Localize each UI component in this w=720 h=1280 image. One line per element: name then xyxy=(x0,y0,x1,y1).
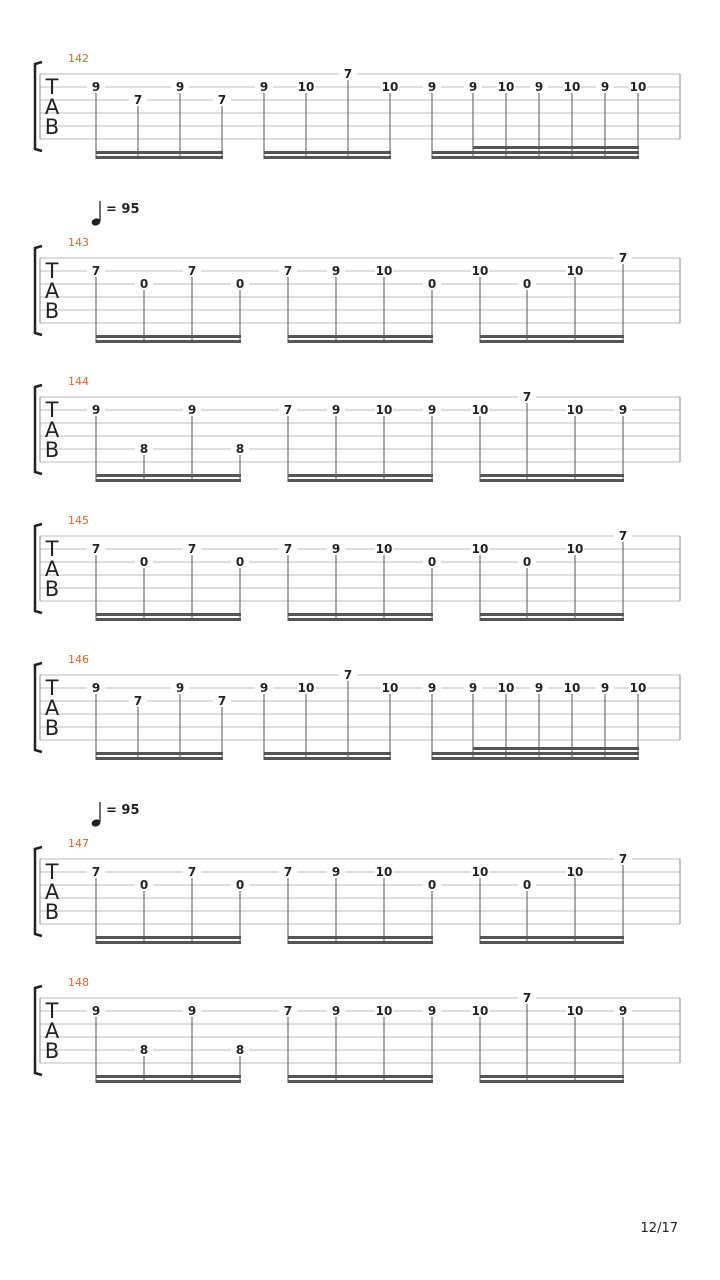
tab-system xyxy=(35,52,680,159)
tab-clef-letter: B xyxy=(44,438,60,462)
fret-number: 0 xyxy=(235,878,245,892)
fret-number: 9 xyxy=(175,681,185,695)
fret-number: 9 xyxy=(427,403,437,417)
beam xyxy=(473,747,639,750)
fret-number: 8 xyxy=(139,442,149,456)
fret-number: 7 xyxy=(283,1004,293,1018)
fret-number: 10 xyxy=(375,403,393,417)
tab-clef-letter: B xyxy=(44,299,60,323)
beam xyxy=(288,1080,433,1083)
beam xyxy=(96,474,241,477)
tab-clef-letter: A xyxy=(44,1019,60,1043)
fret-number: 10 xyxy=(497,80,515,94)
fret-number: 9 xyxy=(175,80,185,94)
measure-number: 143 xyxy=(68,236,89,249)
fret-number: 7 xyxy=(618,529,628,543)
beam xyxy=(288,941,433,944)
tab-clef-letter: T xyxy=(45,75,59,99)
fret-number: 10 xyxy=(566,1004,584,1018)
tab-clef-letter: A xyxy=(44,95,60,119)
beam xyxy=(480,941,624,944)
fret-number: 7 xyxy=(187,865,197,879)
measure-number: 142 xyxy=(68,52,89,65)
fret-number: 0 xyxy=(522,277,532,291)
fret-number: 10 xyxy=(297,80,315,94)
fret-number: 0 xyxy=(427,277,437,291)
measure-number: 148 xyxy=(68,976,89,989)
beam xyxy=(473,146,639,149)
tab-clef-letter: A xyxy=(44,880,60,904)
fret-number: 7 xyxy=(618,852,628,866)
beam xyxy=(288,613,433,616)
fret-number: 10 xyxy=(375,865,393,879)
fret-number: 9 xyxy=(534,80,544,94)
beam xyxy=(96,1080,241,1083)
tab-clef-letter: B xyxy=(44,115,60,139)
fret-number: 7 xyxy=(187,542,197,556)
fret-number: 7 xyxy=(283,264,293,278)
fret-number: 9 xyxy=(331,403,341,417)
fret-number: 10 xyxy=(471,403,489,417)
beam xyxy=(96,757,223,760)
beam xyxy=(264,757,391,760)
beam xyxy=(96,618,241,621)
fret-number: 7 xyxy=(91,865,101,879)
fret-number: 9 xyxy=(534,681,544,695)
tempo-marking xyxy=(91,201,140,227)
tab-clef-letter: A xyxy=(44,279,60,303)
tab-system xyxy=(35,653,680,760)
tab-clef-letter: T xyxy=(45,259,59,283)
fret-number: 10 xyxy=(471,865,489,879)
fret-number: 9 xyxy=(468,80,478,94)
tab-system xyxy=(35,802,680,944)
tab-clef-letter: A xyxy=(44,557,60,581)
beam xyxy=(264,151,391,154)
fret-number: 7 xyxy=(283,403,293,417)
fret-number: 7 xyxy=(91,264,101,278)
fret-number: 7 xyxy=(618,251,628,265)
beam xyxy=(480,936,624,939)
fret-number: 10 xyxy=(566,542,584,556)
page-number: 12/17 xyxy=(640,1221,678,1236)
fret-number: 0 xyxy=(139,878,149,892)
fret-number: 8 xyxy=(139,1043,149,1057)
tab-clef-letter: T xyxy=(45,398,59,422)
fret-number: 0 xyxy=(235,277,245,291)
beam xyxy=(288,340,433,343)
fret-number: 9 xyxy=(91,681,101,695)
fret-number: 7 xyxy=(133,93,143,107)
measure-number: 146 xyxy=(68,653,89,666)
beam xyxy=(288,936,433,939)
system-bracket xyxy=(35,986,42,1075)
beam xyxy=(480,479,624,482)
beam xyxy=(480,1080,624,1083)
fret-number: 10 xyxy=(375,542,393,556)
system-bracket xyxy=(35,663,42,752)
system-bracket xyxy=(35,62,42,151)
fret-number: 0 xyxy=(427,555,437,569)
beam xyxy=(480,613,624,616)
fret-number: 9 xyxy=(618,1004,628,1018)
tab-system xyxy=(35,514,680,621)
beam xyxy=(288,1075,433,1078)
fret-number: 7 xyxy=(217,694,227,708)
beam xyxy=(432,156,639,159)
fret-number: 7 xyxy=(133,694,143,708)
beam xyxy=(96,151,223,154)
fret-number: 10 xyxy=(629,681,647,695)
tab-clef-letter: T xyxy=(45,999,59,1023)
beam xyxy=(96,156,223,159)
beam xyxy=(96,479,241,482)
fret-number: 10 xyxy=(381,681,399,695)
fret-number: 9 xyxy=(187,403,197,417)
beam xyxy=(264,156,391,159)
tab-clef-letter: B xyxy=(44,1039,60,1063)
fret-number: 0 xyxy=(522,878,532,892)
beam xyxy=(96,340,241,343)
measure-number: 144 xyxy=(68,375,89,388)
fret-number: 10 xyxy=(566,264,584,278)
fret-number: 9 xyxy=(427,80,437,94)
tab-clef-letter: T xyxy=(45,537,59,561)
fret-number: 9 xyxy=(427,681,437,695)
beam xyxy=(480,474,624,477)
tab-clef-letter: T xyxy=(45,676,59,700)
fret-number: 10 xyxy=(566,865,584,879)
fret-number: 7 xyxy=(217,93,227,107)
tempo-value: = 95 xyxy=(106,803,140,818)
beam xyxy=(480,335,624,338)
beam xyxy=(288,335,433,338)
beam xyxy=(96,936,241,939)
measure-number: 145 xyxy=(68,514,89,527)
beam xyxy=(288,474,433,477)
fret-number: 0 xyxy=(139,555,149,569)
fret-number: 10 xyxy=(629,80,647,94)
fret-number: 7 xyxy=(91,542,101,556)
beam xyxy=(288,479,433,482)
fret-number: 9 xyxy=(468,681,478,695)
tab-clef-letter: B xyxy=(44,900,60,924)
fret-number: 0 xyxy=(235,555,245,569)
beam xyxy=(432,752,639,755)
system-bracket xyxy=(35,524,42,613)
fret-number: 10 xyxy=(471,542,489,556)
fret-number: 9 xyxy=(331,865,341,879)
beam xyxy=(96,1075,241,1078)
fret-number: 9 xyxy=(91,403,101,417)
beam xyxy=(96,335,241,338)
fret-number: 0 xyxy=(522,555,532,569)
fret-number: 9 xyxy=(91,1004,101,1018)
fret-number: 10 xyxy=(297,681,315,695)
system-bracket xyxy=(35,246,42,335)
fret-number: 10 xyxy=(563,80,581,94)
fret-number: 7 xyxy=(522,390,532,404)
fret-number: 9 xyxy=(259,80,269,94)
fret-number: 9 xyxy=(331,1004,341,1018)
tab-clef-letter: T xyxy=(45,860,59,884)
fret-number: 7 xyxy=(522,991,532,1005)
fret-number: 10 xyxy=(375,264,393,278)
beam xyxy=(96,752,223,755)
fret-number: 9 xyxy=(331,264,341,278)
tab-system xyxy=(35,201,680,343)
fret-number: 10 xyxy=(381,80,399,94)
fret-number: 10 xyxy=(471,1004,489,1018)
system-bracket xyxy=(35,385,42,474)
fret-number: 9 xyxy=(427,1004,437,1018)
tab-system xyxy=(35,976,680,1083)
beam xyxy=(96,613,241,616)
fret-number: 10 xyxy=(497,681,515,695)
fret-number: 10 xyxy=(563,681,581,695)
fret-number: 9 xyxy=(259,681,269,695)
fret-number: 9 xyxy=(331,542,341,556)
measure-number: 147 xyxy=(68,837,89,850)
beam xyxy=(432,757,639,760)
tempo-marking xyxy=(91,802,140,828)
fret-number: 7 xyxy=(283,542,293,556)
tab-system xyxy=(35,375,680,482)
fret-number: 0 xyxy=(427,878,437,892)
fret-number: 10 xyxy=(471,264,489,278)
fret-number: 7 xyxy=(283,865,293,879)
system-bracket xyxy=(35,847,42,936)
fret-number: 8 xyxy=(235,1043,245,1057)
beam xyxy=(480,340,624,343)
fret-number: 8 xyxy=(235,442,245,456)
beam xyxy=(288,618,433,621)
fret-number: 7 xyxy=(187,264,197,278)
beam xyxy=(264,752,391,755)
fret-number: 9 xyxy=(600,681,610,695)
fret-number: 9 xyxy=(600,80,610,94)
fret-number: 9 xyxy=(187,1004,197,1018)
tab-clef-letter: B xyxy=(44,716,60,740)
fret-number: 10 xyxy=(566,403,584,417)
tempo-value: = 95 xyxy=(106,202,140,217)
tab-clef-letter: B xyxy=(44,577,60,601)
fret-number: 7 xyxy=(343,67,353,81)
tab-clef-letter: A xyxy=(44,418,60,442)
fret-number: 7 xyxy=(343,668,353,682)
beam xyxy=(480,1075,624,1078)
fret-number: 9 xyxy=(618,403,628,417)
beam xyxy=(96,941,241,944)
fret-number: 10 xyxy=(375,1004,393,1018)
beam xyxy=(480,618,624,621)
fret-number: 0 xyxy=(139,277,149,291)
tab-clef-letter: A xyxy=(44,696,60,720)
beam xyxy=(432,151,639,154)
fret-number: 9 xyxy=(91,80,101,94)
